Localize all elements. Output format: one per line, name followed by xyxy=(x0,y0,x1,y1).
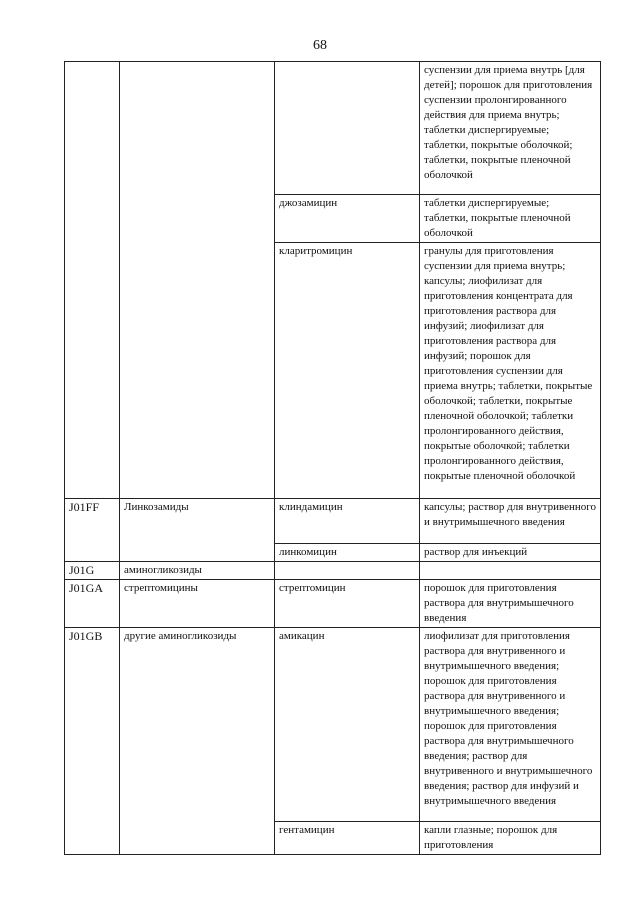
drug-name-cell: линкомицин xyxy=(275,544,420,562)
drug-name-cell: стрептомицин xyxy=(275,580,420,628)
page-number: 68 xyxy=(313,38,327,53)
dosage-forms-cell: лиофилизат для приготовления раствора для внутривенного и внутримышечного введения; порошок для приготовления раствора для внутривенного и внутримышечного введения; порошок для приготовления раствора для внутримышечного введения; раствор для внутривенного и внутримышечного введения; раствор для инфузий и внутримышечного введения xyxy=(420,628,601,822)
atc-code-cell xyxy=(65,243,120,499)
table-row xyxy=(65,580,601,628)
table-row xyxy=(65,62,601,195)
atc-code-cell: J01GB xyxy=(65,628,120,822)
group-name-cell xyxy=(120,243,275,499)
drug-name-cell: клиндамицин xyxy=(275,499,420,544)
table-row xyxy=(65,562,601,580)
group-name-cell: Линкозамиды xyxy=(120,499,275,544)
dosage-forms-cell: капли глазные; порошок для приготовления xyxy=(420,822,601,855)
atc-code-cell: J01FF xyxy=(65,499,120,544)
dosage-forms-cell: таблетки диспергируемые; таблетки, покрытые пленочной оболочкой xyxy=(420,195,601,243)
group-name-cell: другие аминогликозиды xyxy=(120,628,275,822)
dosage-forms-cell: капсулы; раствор для внутривенного и внутримышечного введения xyxy=(420,499,601,544)
atc-code-cell xyxy=(65,544,120,562)
table-row xyxy=(65,243,601,499)
group-name-cell xyxy=(120,544,275,562)
atc-code-cell xyxy=(65,195,120,243)
atc-code-cell xyxy=(65,62,120,195)
table-row xyxy=(65,628,601,822)
drug-name-cell xyxy=(275,62,420,195)
dosage-forms-cell: раствор для инъекций xyxy=(420,544,601,562)
group-name-cell xyxy=(120,822,275,855)
atc-code-cell: J01GA xyxy=(65,580,120,628)
medicines-table xyxy=(64,61,601,855)
drug-name-cell: амикацин xyxy=(275,628,420,822)
drug-name-cell xyxy=(275,562,420,580)
drug-name-cell: гентамицин xyxy=(275,822,420,855)
group-name-cell xyxy=(120,62,275,195)
group-name-cell: стрептомицины xyxy=(120,580,275,628)
drug-name-cell: кларитромицин xyxy=(275,243,420,499)
dosage-forms-cell: порошок для приготовления раствора для внутримышечного введения xyxy=(420,580,601,628)
table-row xyxy=(65,822,601,855)
table-row xyxy=(65,499,601,544)
group-name-cell xyxy=(120,195,275,243)
atc-code-cell: J01G xyxy=(65,562,120,580)
dosage-forms-cell: суспензии для приема внутрь [для детей]; порошок для приготовления суспензии пролонгированного действия для приема внутрь; таблетки диспергируемые; таблетки, покрытые оболочкой; таблетки, покрытые пленочной оболочкой xyxy=(420,62,601,195)
atc-code-cell xyxy=(65,822,120,855)
drug-name-cell: джозамицин xyxy=(275,195,420,243)
table-row xyxy=(65,544,601,562)
group-name-cell: аминогликозиды xyxy=(120,562,275,580)
table-row xyxy=(65,195,601,243)
dosage-forms-cell xyxy=(420,562,601,580)
dosage-forms-cell: гранулы для приготовления суспензии для приема внутрь; капсулы; лиофилизат для приготовления концентрата для приготовления раствора для инфузий; лиофилизат для приготовления раствора для инфузий; порошок для приготовления суспензии для приема внутрь; таблетки, покрытые оболочкой; таблетки, покрытые пленочной оболочкой; таблетки пролонгированного действия, покрытые оболочкой; таблетки пролонгированного действия, покрытые пленочной оболочкой xyxy=(420,243,601,499)
